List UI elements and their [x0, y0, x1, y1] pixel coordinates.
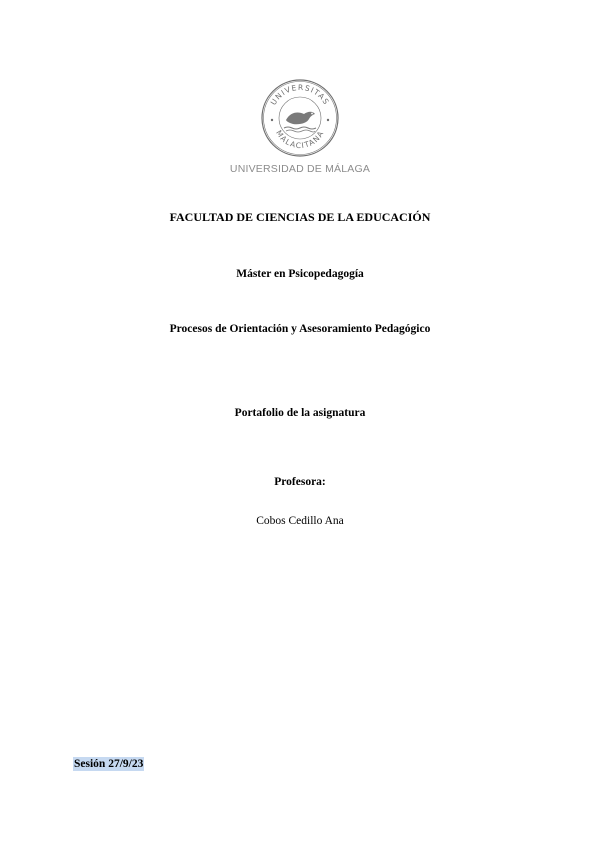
svg-text:UNIVERSITAS: UNIVERSITAS — [268, 82, 332, 107]
portfolio-title: Portafolio de la asignatura — [234, 407, 366, 419]
faculty-title: FACULTAD DE CIENCIAS DE LA EDUCACIÓN — [169, 210, 431, 224]
professor-name: Cobos Cedillo Ana — [256, 515, 344, 527]
university-name-caption: UNIVERSIDAD DE MÁLAGA — [229, 163, 371, 175]
university-seal-logo — [260, 78, 340, 158]
professor-label: Profesora: — [274, 476, 326, 488]
seal-emblem — [260, 78, 340, 158]
session-heading: Sesión 27/9/23 — [74, 758, 144, 770]
svg-text:MALACITANA: MALACITANA — [274, 128, 326, 151]
master-title: Máster en Psicopedagogía — [236, 268, 364, 280]
course-title: Procesos de Orientación y Asesoramiento Pedagógico — [169, 323, 431, 335]
